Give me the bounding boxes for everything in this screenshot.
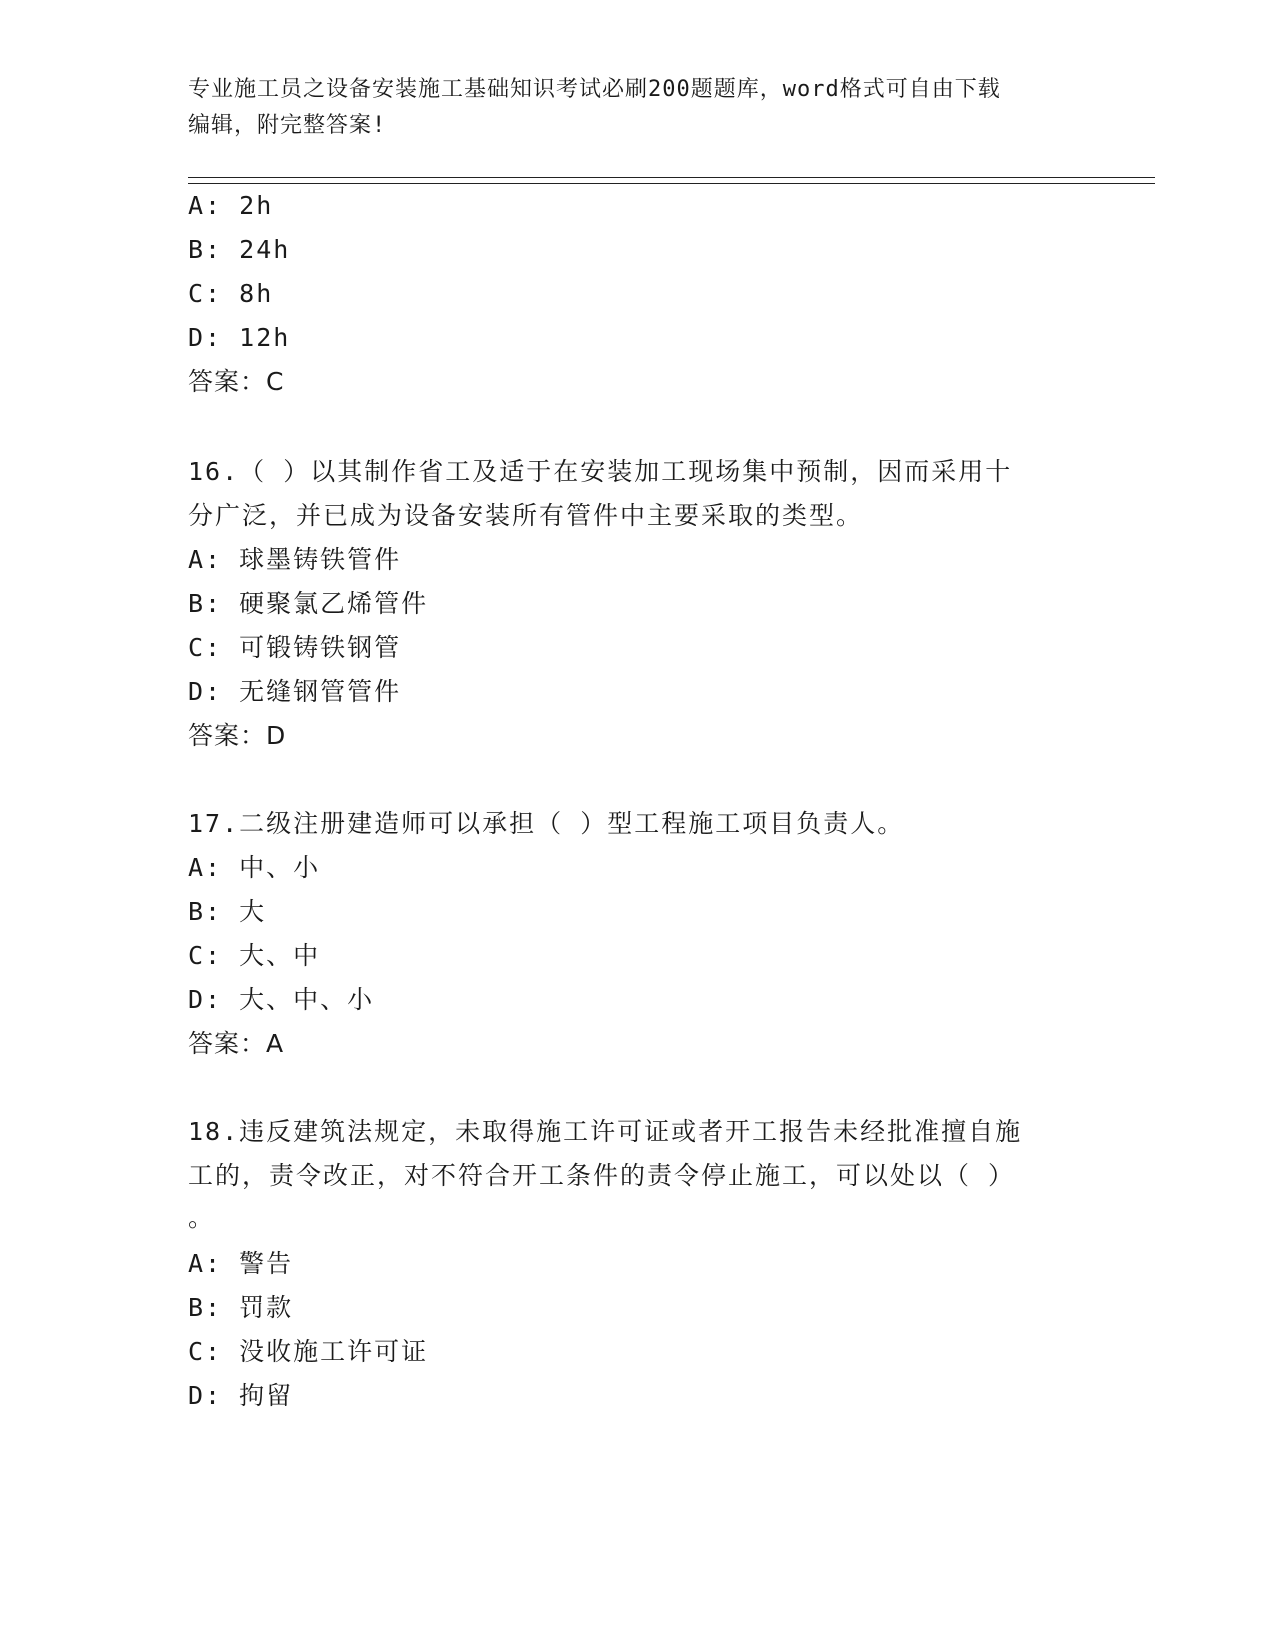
q15-option-d: D: 12h bbox=[188, 323, 291, 352]
q16-option-b: B: 硬聚氯乙烯管件 bbox=[188, 589, 429, 618]
header-line-1: 专业施工员之设备安装施工基础知识考试必刷200题题库，word格式可自由下载 bbox=[188, 77, 1001, 102]
q18-option-c: C: 没收施工许可证 bbox=[188, 1337, 429, 1366]
q18-stem-line-3: 。 bbox=[188, 1203, 216, 1232]
q18-option-d: D: 拘留 bbox=[188, 1381, 294, 1410]
q17-answer: 答案：A bbox=[188, 1029, 285, 1058]
q17-option-c: C: 大、中 bbox=[188, 941, 321, 970]
q16-answer: 答案：D bbox=[188, 721, 287, 750]
q16-stem-line-1: 16.（ ）以其制作省工及适于在安装加工现场集中预制，因而采用十 bbox=[188, 457, 1013, 486]
q17-option-d: D: 大、中、小 bbox=[188, 985, 375, 1014]
q18-option-b: B: 罚款 bbox=[188, 1293, 294, 1322]
q18-stem-line-2: 工的，责令改正，对不符合开工条件的责令停止施工，可以处以（ ） bbox=[188, 1161, 1016, 1190]
q15-option-b: B: 24h bbox=[188, 235, 291, 264]
q15-option-a: A: 2h bbox=[188, 191, 274, 220]
q16-stem-line-2: 分广泛，并已成为设备安装所有管件中主要采取的类型。 bbox=[188, 501, 864, 530]
header-divider-top bbox=[188, 177, 1155, 178]
q17-option-b: B: 大 bbox=[188, 897, 267, 926]
q16-option-c: C: 可锻铸铁钢管 bbox=[188, 633, 402, 662]
header-line-2: 编辑，附完整答案! bbox=[188, 113, 387, 138]
q17-option-a: A: 中、小 bbox=[188, 853, 321, 882]
q18-option-a: A: 警告 bbox=[188, 1249, 294, 1278]
document-header bbox=[188, 72, 1088, 144]
q16-option-d: D: 无缝钢管管件 bbox=[188, 677, 402, 706]
q18-stem-line-1: 18.违反建筑法规定，未取得施工许可证或者开工报告未经批准擅自施 bbox=[188, 1117, 1023, 1146]
q15-answer: 答案：C bbox=[188, 367, 285, 396]
header-divider-bottom bbox=[188, 183, 1155, 184]
q17-stem: 17.二级注册建造师可以承担（ ）型工程施工项目负责人。 bbox=[188, 809, 905, 838]
q16-option-a: A: 球墨铸铁管件 bbox=[188, 545, 402, 574]
q15-option-c: C: 8h bbox=[188, 279, 274, 308]
